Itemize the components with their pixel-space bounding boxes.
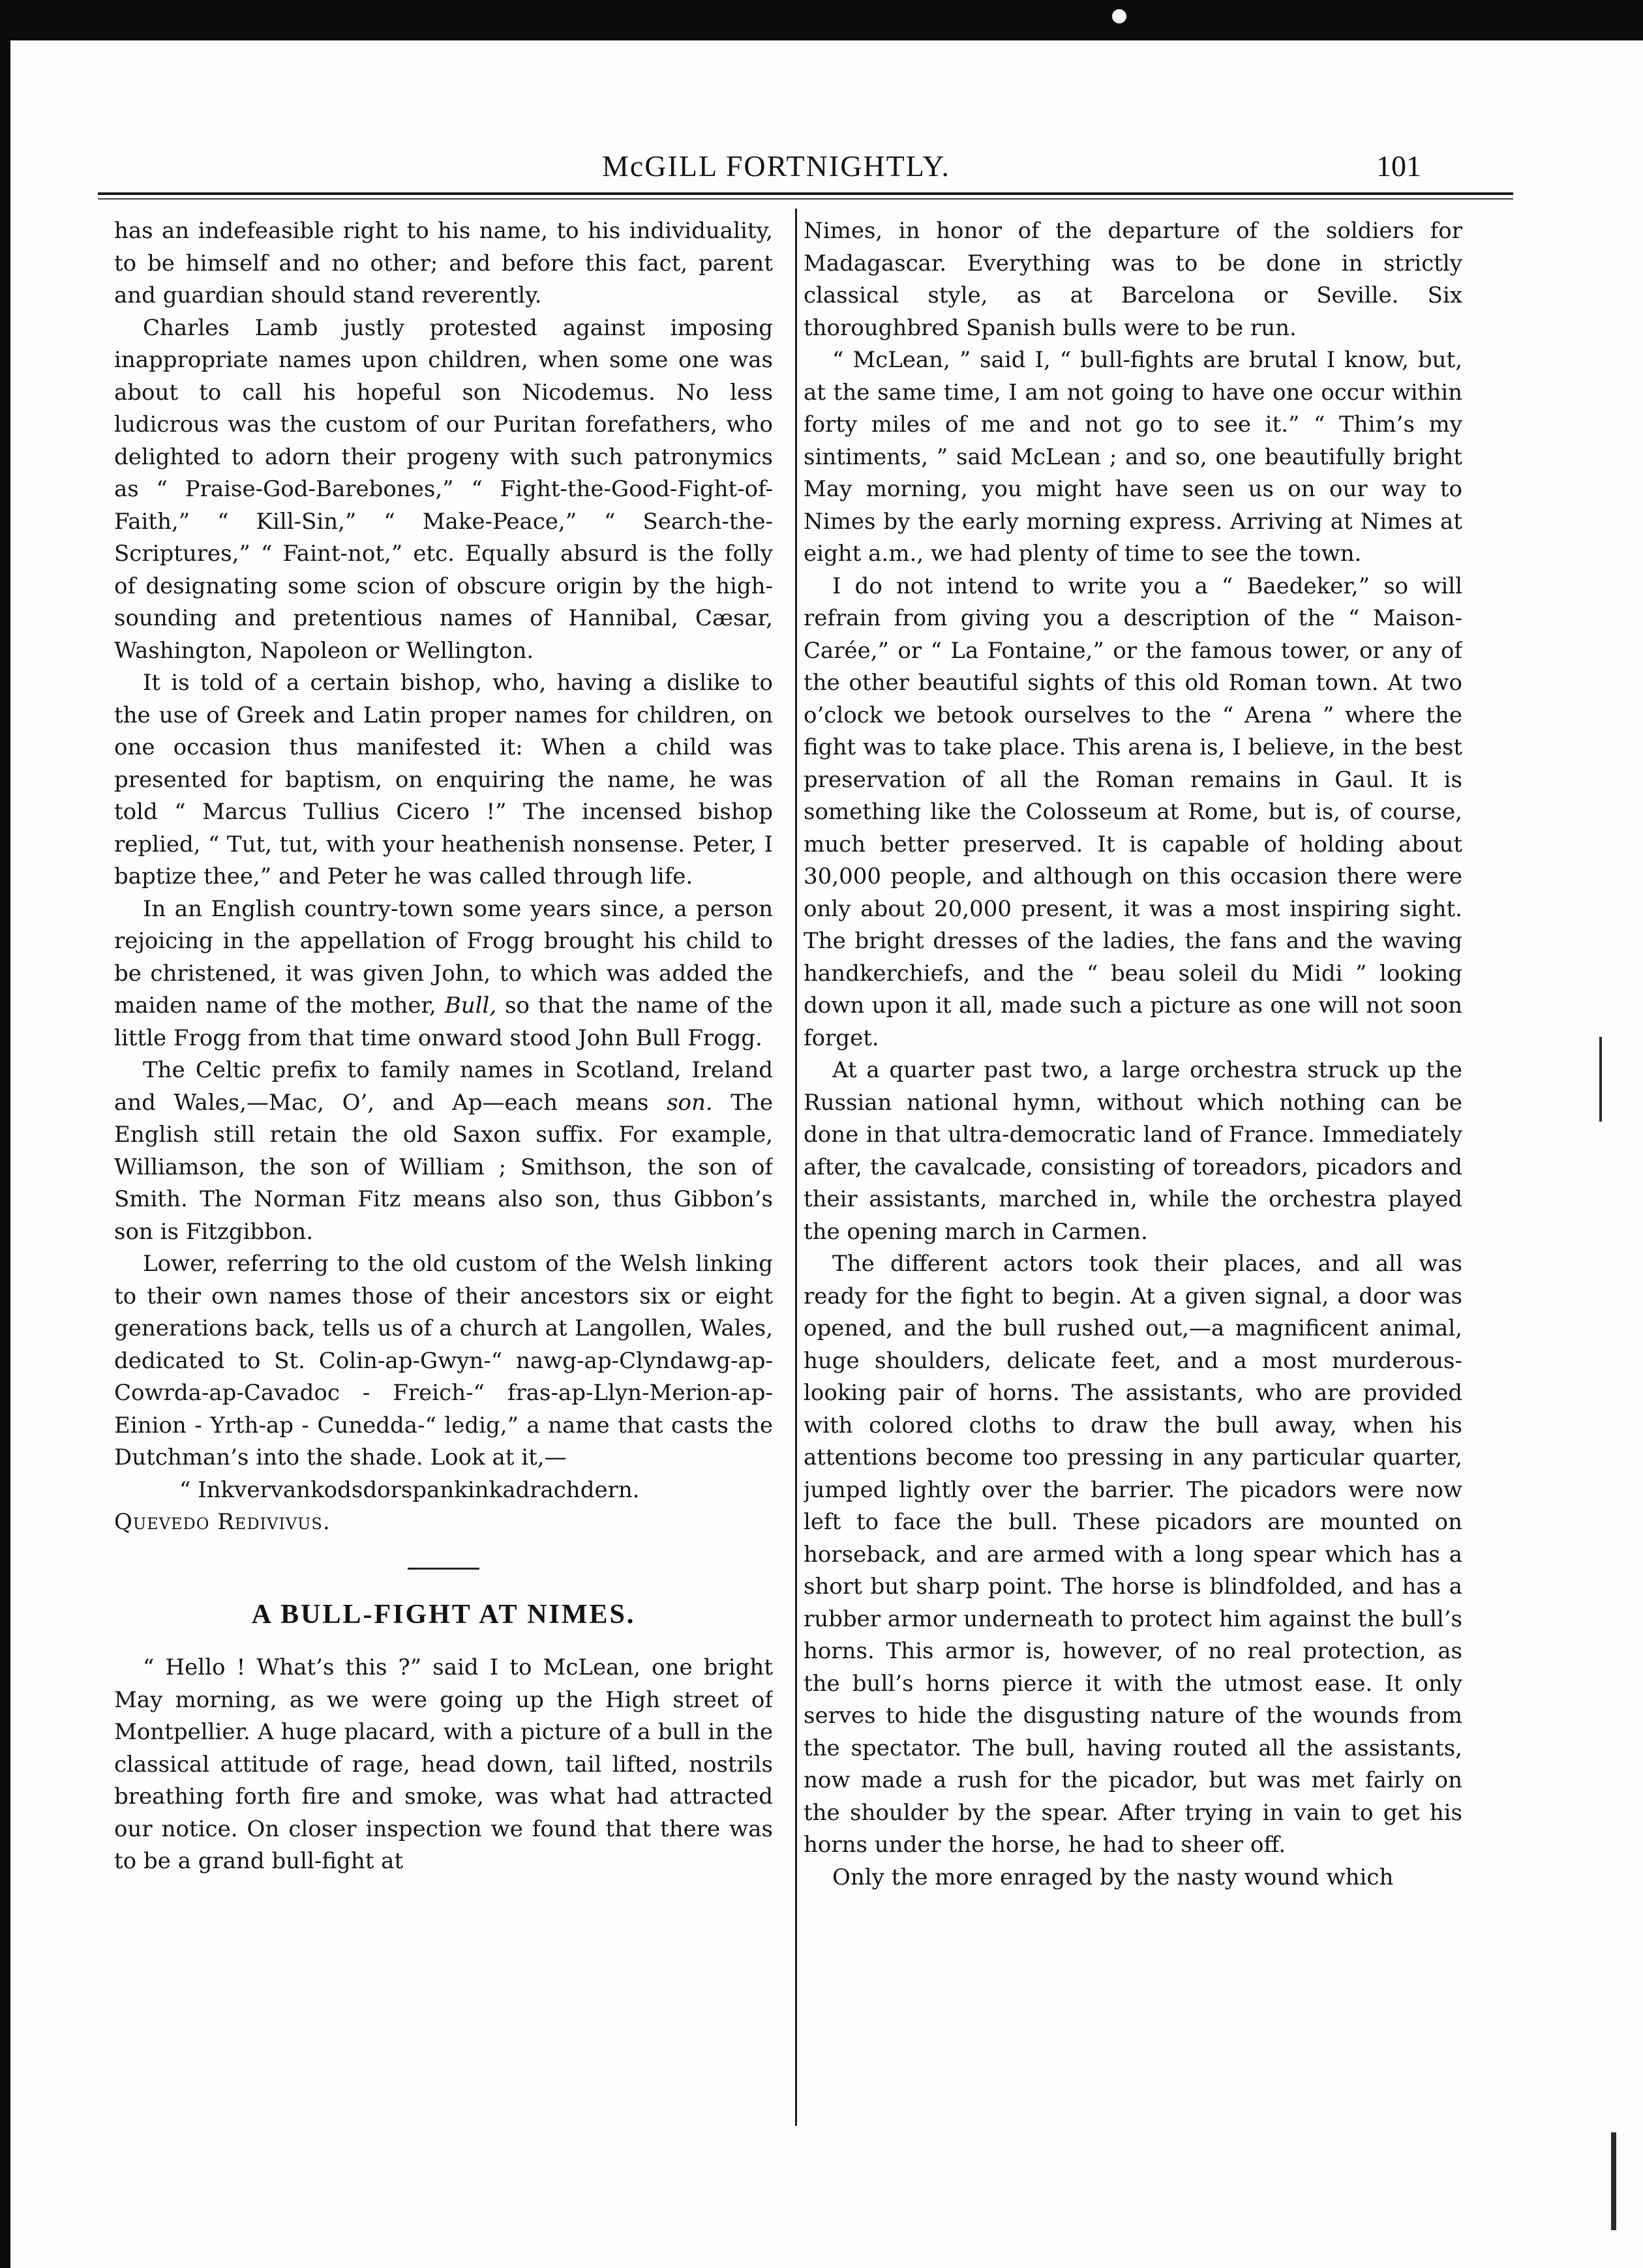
- paragraph: Nimes, in honor of the departure of the soldiers for Madagascar. Everything was to be done in strictly classical style, as at Barcelona or Seville. Six thoroughbred Spanish bulls were to be run.: [804, 218, 1462, 341]
- italic-word: son.: [667, 1089, 713, 1116]
- paragraph-celtic: [114, 1054, 773, 1248]
- paragraph: At a quarter past two, a large orchestra struck up the Russian national hymn, without which nothing can be done in that ultra-democratic land of France. Immediately after, the cavalcade, consisting of toreadors, picadors and their assistants, marched in, while the orchestra played the opening march in Carmen.: [804, 1057, 1462, 1245]
- paragraph-text: The English still retain the old Saxon suffix.: [114, 1089, 773, 1148]
- page-number: 101: [1376, 149, 1421, 183]
- paragraph: Only the more enraged by the nasty wound which: [832, 1864, 1394, 1890]
- paragraph-text: In an English country-town some years since, a person rejoicing in the appellation of Frogg brought his child to be christened, it was given John, to which was added the maiden name of the mother,: [114, 895, 773, 1019]
- running-head: [0, 149, 1643, 188]
- paragraph-text: The Celtic prefix to family names in Scotland, Ireland and Wales,—Mac, O’, and Ap—each means: [114, 1057, 773, 1116]
- paragraph-text: so that the name of the little Frogg from that time onward stood John Bull Frogg.: [114, 992, 773, 1051]
- header-rule-thin: [98, 198, 1513, 200]
- scan-edge-mark: [1599, 1037, 1602, 1122]
- scan-border-left: [0, 0, 10, 2268]
- scan-border-top: [0, 0, 1643, 40]
- paragraph: I do not intend to write you a “ Baedeker,” so will refrain from giving you a description of the “ Maison-Carée,” or “ La Fontaine,” or the famous tower, or any of the other beautiful sights of this old Roman town. At two o’clock we betook ourselves to the “ Arena ” where the fight was to take place. This arena is, I believe, in the best preservation of all the Roman remains in Gaul. It is something like the Colosseum at Rome, but is, of course, much better preserved. It is capable of holding about 30,000 people, and although on this occasion there were only about 20,000 present, it was a most inspiring sight. The bright dresses of the ladies, the fans and the waving handkerchiefs, and the “ beau soleil du Midi ” looking down upon it all, made such a picture as one will not soon forget.: [804, 573, 1462, 1051]
- paragraph: has an indefeasible right to his name, to his individuality, to be himself and no other; and before this fact, parent and guardian should stand reverently.: [114, 218, 773, 308]
- journal-title: McGILL FORTNIGHTLY.: [601, 149, 951, 183]
- paragraph: The different actors took their places, and all was ready for the fight to begin. At a given signal, a door was opened, and the bull rushed out,—a magnificent animal, huge shoulders, delicate feet, and a most murderous-looking pair of horns. The assistants, who are provided with colored cloths to draw the bull away, when his attentions become too pressing in any particular quarter, jumped lightly over the barrier. The picadors were now left to face the bull. These picadors are mounted on horseback, and are armed with a long spear which has a short but sharp point. The horse is blindfolded, and has a rubber armor underneath to protect him against the bull’s horns. This armor is, however, of no real protection, as the bull’s horns pierce it with the utmost ease. It only serves to hide the disgusting nature of the wounds from the spectator. The bull, having routed all the assistants, now made a rush for the picador, but was met fairly on the shoulder by the spear. After trying in vain to get his horns under the horse, he had to sheer off.: [804, 1251, 1462, 1858]
- left-column: [114, 215, 773, 2250]
- scan-punch-mark: [1112, 9, 1126, 23]
- paragraph-text: For example, Williamson, the son of William ; Smithson, the son of Smith. The Norman Fitz means also son, thus Gibbon’s son is Fitzgibbon.: [114, 1122, 773, 1245]
- paragraph: Lower, referring to the old custom of the Welsh linking to their own names those of their ancestors six or eight generations back, tells us of a church at Langollen, Wales, dedicated to St. Colin-ap-Gwyn-“ nawg-ap-Clyndawg-ap-Cowrda-ap-Cavadoc - Freich-“ fras-ap-Llyn-Merion-ap-Einion - Yrth-ap - Cunedda-“ ledig,” a name that casts the Dutchman’s into the shade. Look at it,—: [114, 1251, 773, 1470]
- section-divider: [408, 1568, 479, 1570]
- scan-edge-mark: [1611, 2132, 1616, 2230]
- article-title: A BULL-FIGHT AT NIMES.: [251, 1599, 636, 1630]
- right-column: [804, 215, 1462, 2250]
- header-rule: [98, 192, 1513, 195]
- column-divider: [795, 209, 797, 2126]
- italic-word: Bull,: [444, 992, 497, 1019]
- author-signature: Quevedo Redivivus.: [114, 1509, 331, 1535]
- welsh-name-quote: “ Inkvervankodsdorspankinkadrachdern.: [179, 1476, 640, 1503]
- paragraph: “ Hello ! What’s this ?” said I to McLean, one bright May morning, as we were going up the High street of Montpellier. A huge placard, with a picture of a bull in the classical attitude of rage, head down, tail lifted, nostrils breathing forth fire and smoke, was what had attracted our notice. On closer inspection we found that there was to be a grand bull-fight at: [114, 1654, 773, 1874]
- paragraph-frogg: [114, 893, 773, 1055]
- paragraph: Charles Lamb justly protested against imposing inappropriate names upon children, when some one was about to call his hopeful son Nicodemus. No less ludicrous was the custom of our Puritan forefathers, who delighted to adorn their progeny with such patronymics as “ Praise-God-Barebones,” “ Fight-the-Good-Fight-of-Faith,” “ Kill-Sin,” “ Make-Peace,” “ Search-the-Scriptures,” “ Faint-not,” etc. Equally absurd is the folly of designating some scion of obscure origin by the high-sounding and pretentious names of Hannibal, Cæsar, Washington, Napoleon or Wellington.: [114, 314, 773, 664]
- paragraph: “ McLean, ” said I, “ bull-fights are brutal I know, but, at the same time, I am not going to have one occur within forty miles of me and not go to see it.” “ Thim’s my sintiments, ” said McLean ; and so, one beautifully bright May morning, you might have seen us on our way to Nimes by the early morning express. Arriving at Nimes at eight a.m., we had plenty of time to see the town.: [804, 347, 1462, 567]
- paragraph: It is told of a certain bishop, who, having a dislike to the use of Greek and Latin proper names for children, on one occasion thus manifested it: When a child was presented for baptism, on enquiring the name, he was told “ Marcus Tullius Cicero !” The incensed bishop replied, “ Tut, tut, with your heathenish nonsense. Peter, I baptize thee,” and Peter he was called through life.: [114, 670, 773, 889]
